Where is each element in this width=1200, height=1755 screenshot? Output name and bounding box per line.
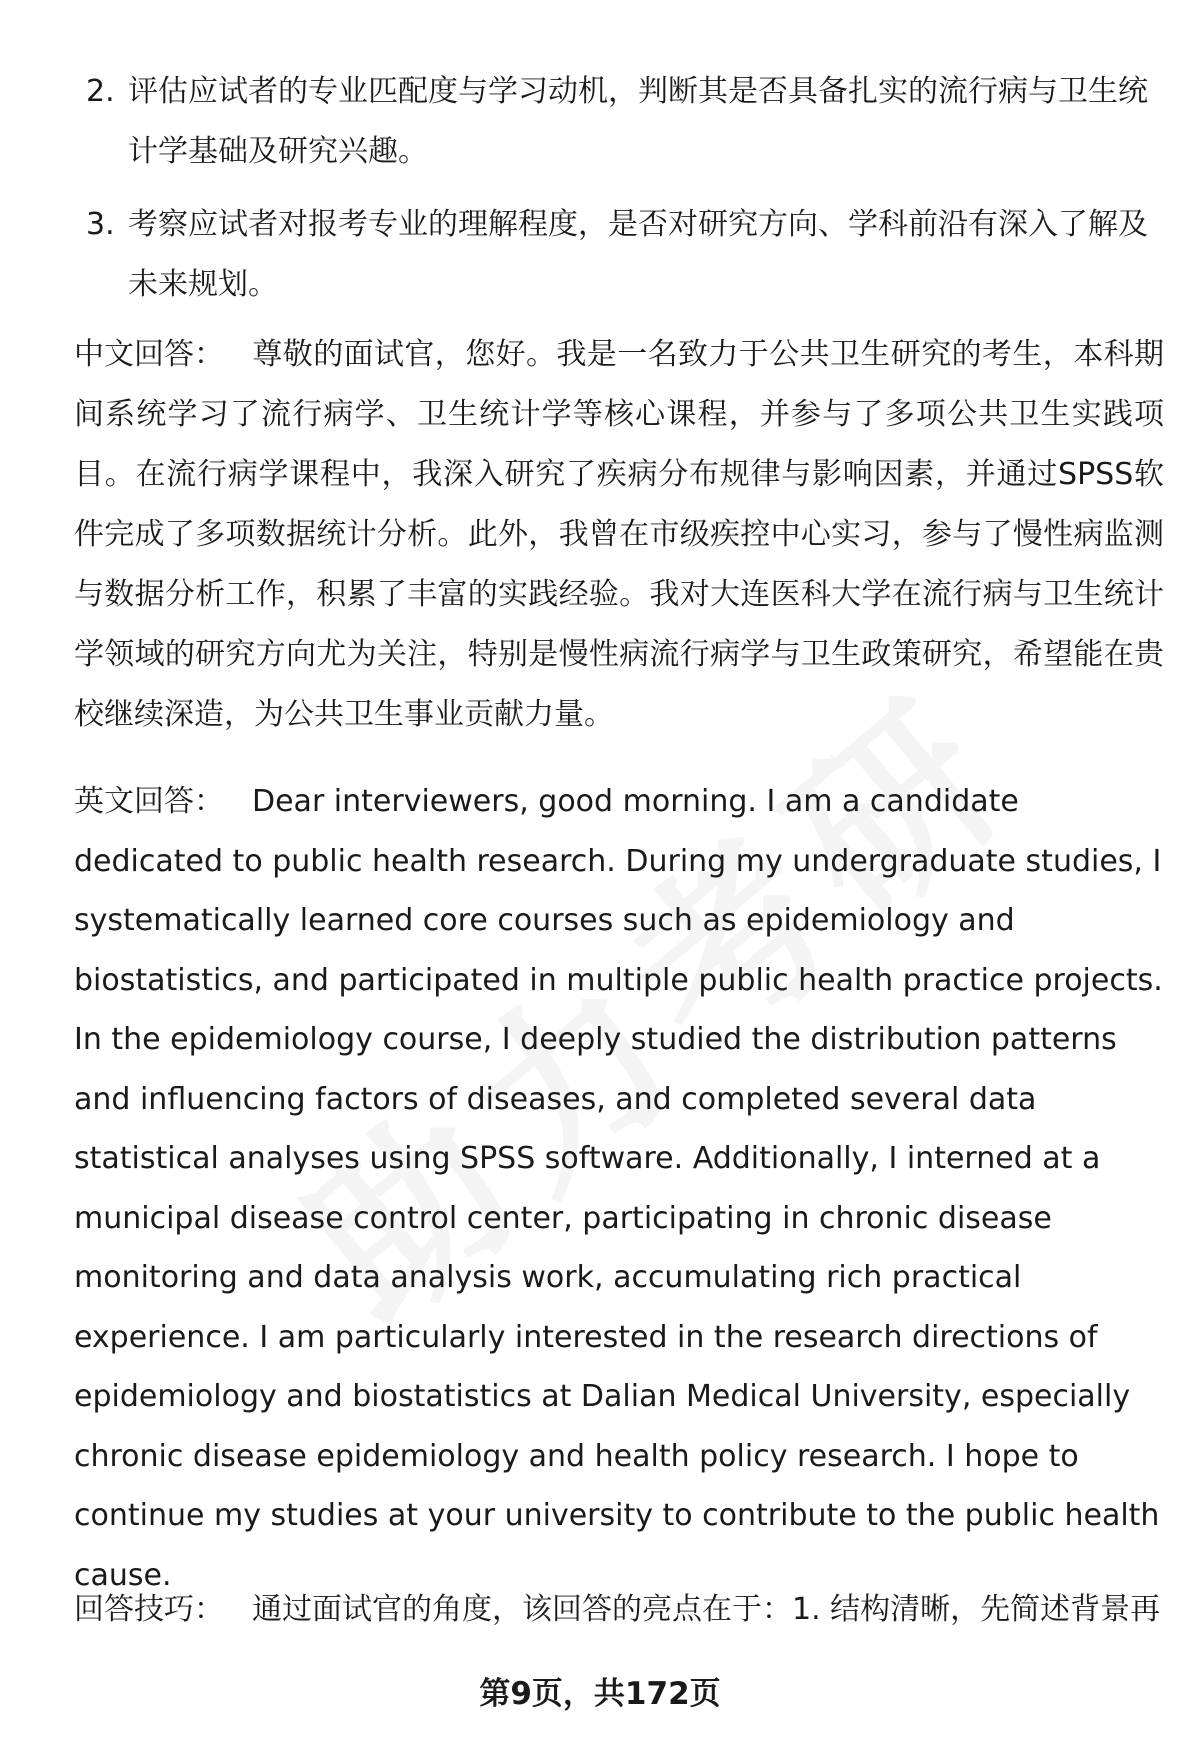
answer-tips-label: 回答技巧： — [74, 1592, 224, 1627]
list-item-text: 评估应试者的专业匹配度与学习动机，判断其是否具备扎实的流行病与卫生统计学基础及研究兴趣。 — [128, 74, 1148, 169]
list-item-number: 3. — [86, 207, 115, 242]
english-answer-label: 英文回答： — [74, 784, 224, 819]
answer-tips-text: 通过面试官的角度，该回答的亮点在于：1. 结构清晰，先简述背景再 — [252, 1592, 1161, 1627]
list-item — [74, 62, 1154, 182]
list-item-number: 2. — [86, 74, 115, 109]
chinese-answer-section — [74, 325, 1164, 745]
page-number-footer: 第9页，共172页 — [479, 1676, 721, 1712]
answer-tips-section — [74, 1580, 1164, 1640]
list-item — [74, 195, 1154, 315]
chinese-answer-label: 中文回答： — [74, 337, 224, 372]
list-item-text: 考察应试者对报考专业的理解程度，是否对研究方向、学科前沿有深入了解及未来规划。 — [128, 207, 1148, 302]
english-answer-text: Dear interviewers, good morning. I am a candidate dedicated to public health research. During my undergraduate studies, I systematically learned core courses such as epidemiology and biostatistics, and participated in multiple public health practice projects. In the epidemiology course, I deeply studied the distribution patterns and influencing factors of diseases, and completed several data statistical analyses using SPSS software. Additionally, I interned at a municipal disease control center, participating in chronic disease monitoring and data analysis work, accumulating rich practical experience. I am particularly interested in the research directions of epidemiology and biostatistics at Dalian Medical University, especially chronic disease epidemiology and health policy research. I hope to continue my studies at your university to contribute to the public health cause. — [74, 784, 1163, 1593]
evaluation-list — [74, 62, 1154, 315]
chinese-answer-text: 尊敬的面试官，您好。我是一名致力于公共卫生研究的考生，本科期间系统学习了流行病学、卫生统计学等核心课程，并参与了多项公共卫生实践项目。在流行病学课程中，我深入研究了疾病分布规律与影响因素，并通过SPSS软件完成了多项数据统计分析。此外，我曾在市级疾控中心实习，参与了慢性病监测与数据分析工作，积累了丰富的实践经验。我对大连医科大学在流行病与卫生统计学领域的研究方向尤为关注，特别是慢性病流行病学与卫生政策研究，希望能在贵校继续深造，为公共卫生事业贡献力量。 — [74, 337, 1164, 732]
english-answer-section — [74, 772, 1164, 1605]
